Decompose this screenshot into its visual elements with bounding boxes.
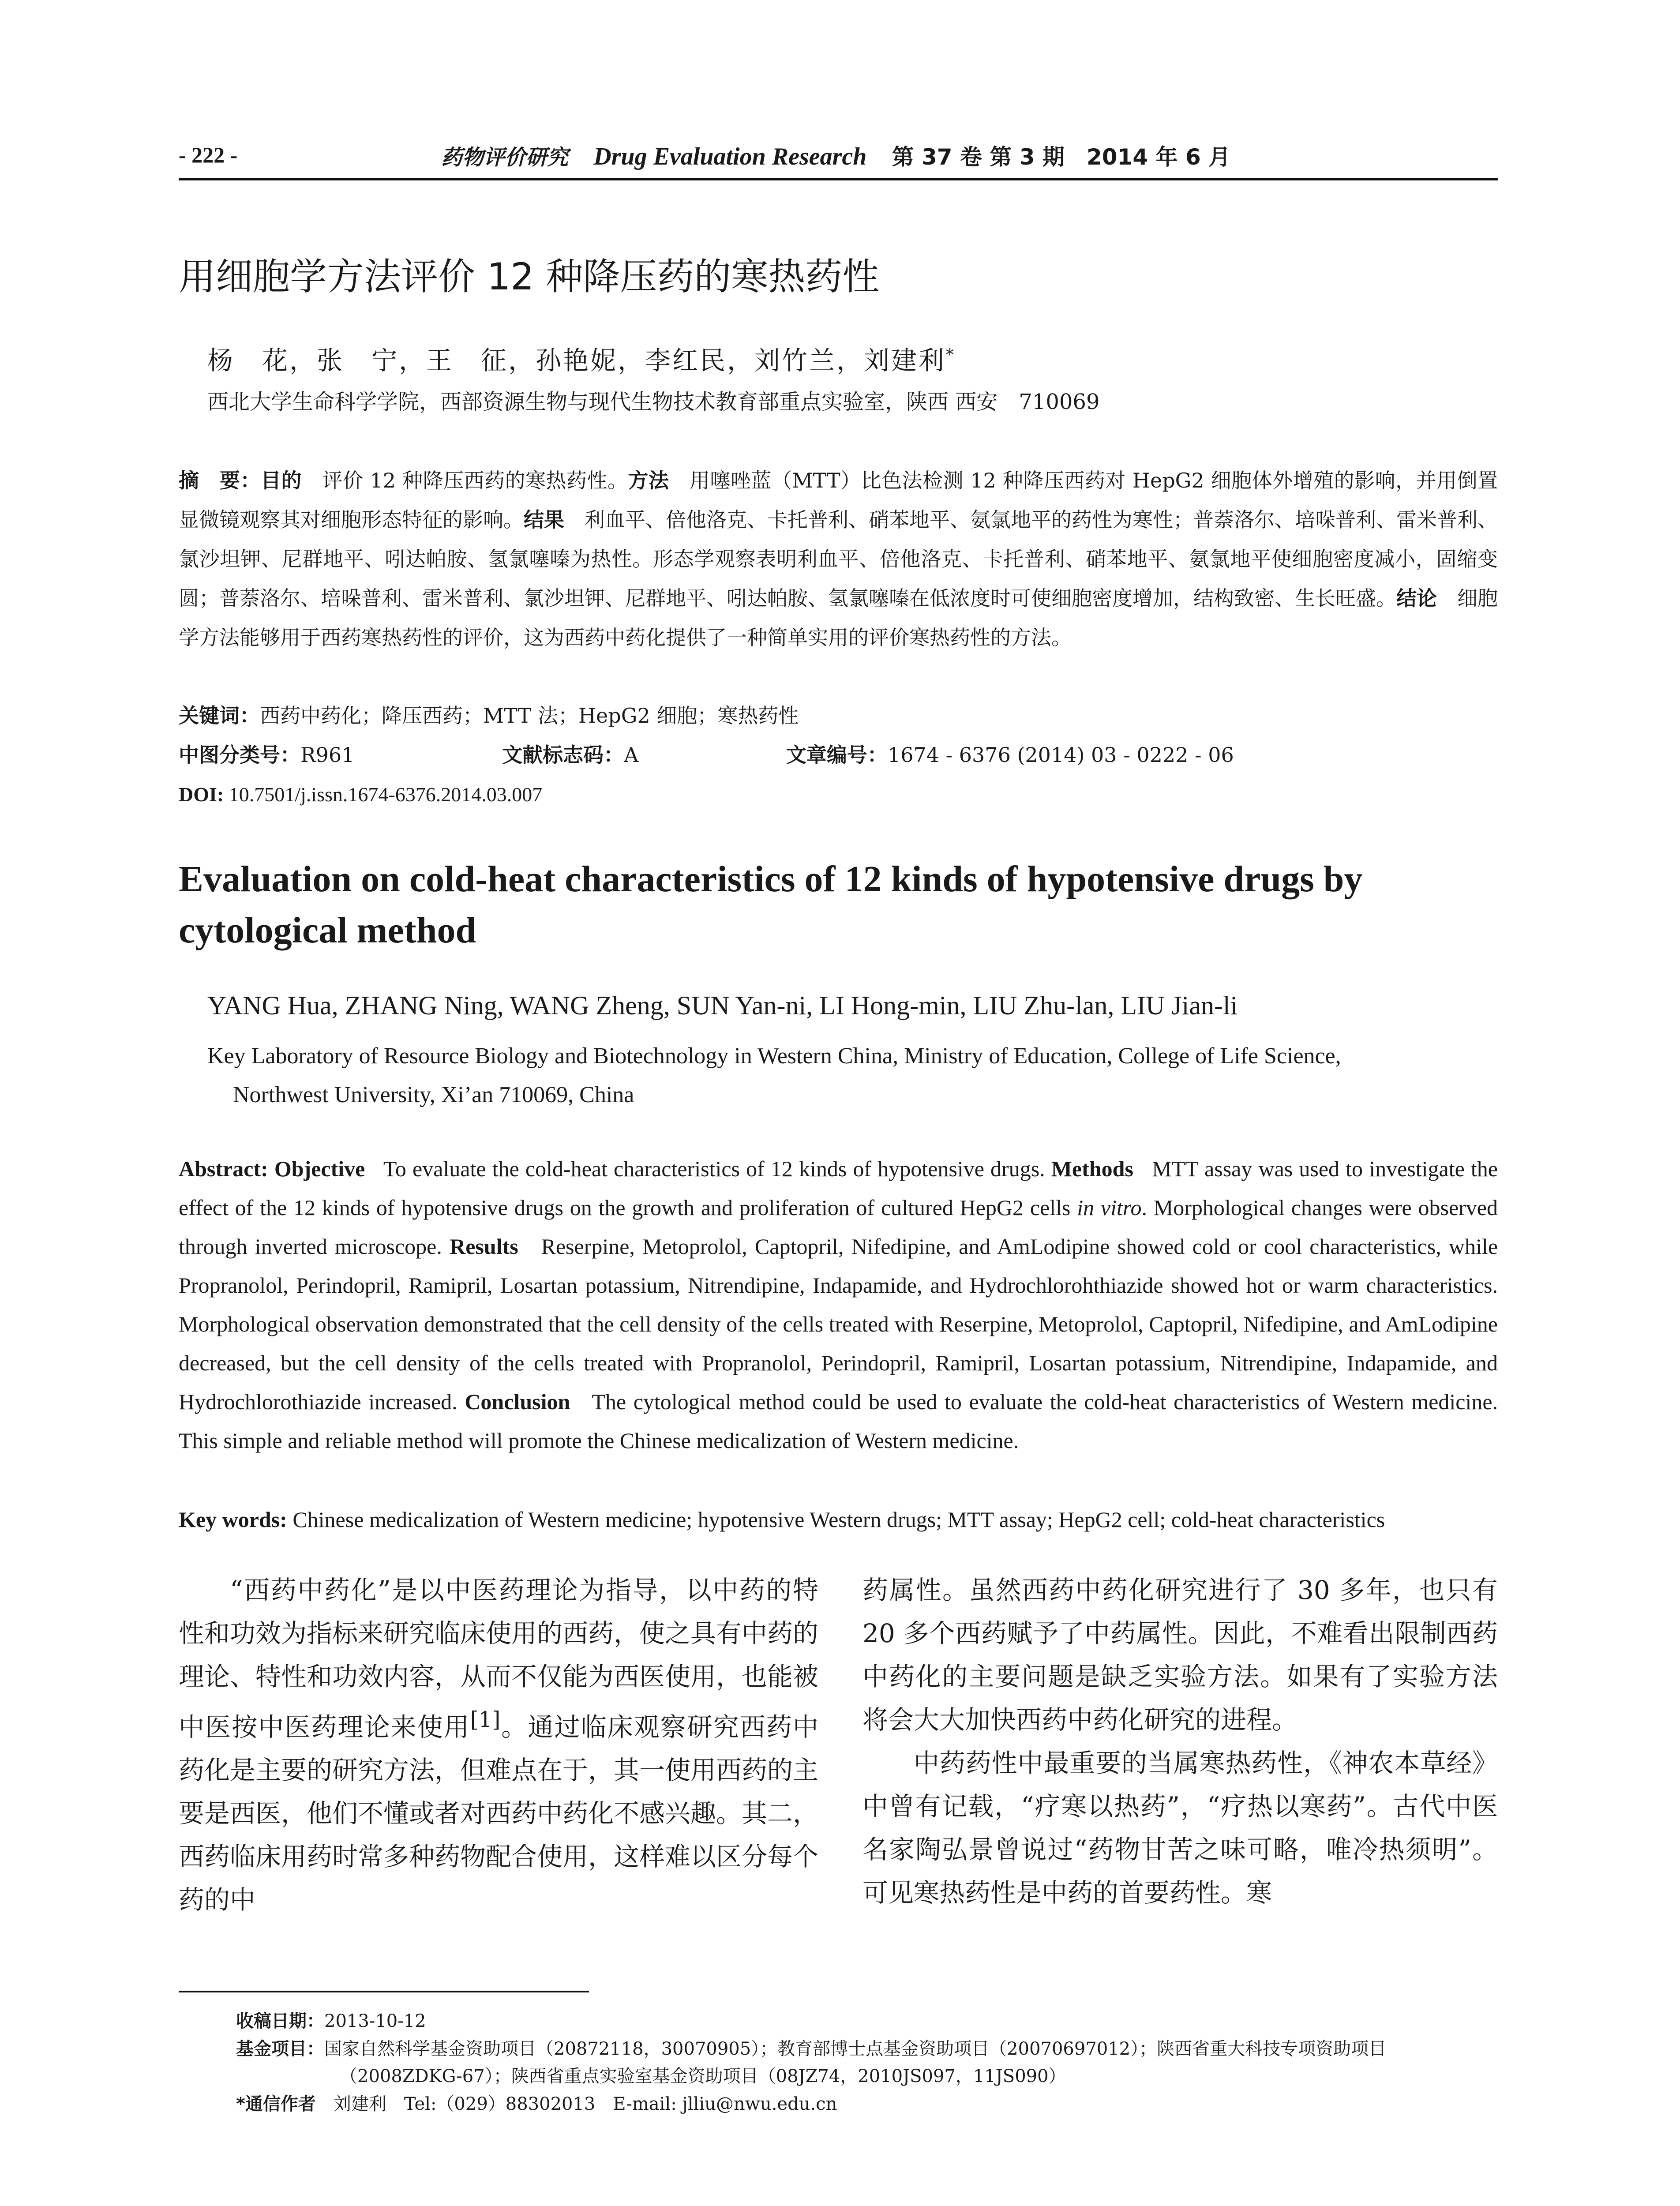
objective-label-cn: 目的	[260, 469, 302, 492]
running-header	[441, 139, 1412, 171]
abstract-en	[179, 1149, 1498, 1460]
body-paragraph: 中药药性中最重要的当属寒热药性，《神农本草经》中曾有记载，“疗寒以热药”，“疗热以寒药”。古代中医名家陶弘景曾说过“药物甘苦之味可略，唯冷热须明”。可见寒热药性是中药的首要药性。寒	[862, 1748, 1498, 1908]
footnote-received	[236, 2007, 426, 2035]
doi-line	[179, 775, 542, 814]
abstract-cn	[179, 461, 1498, 657]
clc-label: 中图分类号：	[179, 743, 300, 767]
keywords-text-en: Chinese medicalization of Western medicine; hypotensive Western drugs; MTT assay; HepG2 cell; cold-heat characteristics	[292, 1507, 1385, 1532]
classification-line	[179, 735, 1498, 775]
affiliation-cn: 西北大学生命科学学院，西部资源生物与现代生物技术教育部重点实验室，陕西 西安 710069	[207, 390, 1100, 414]
keywords-label-cn: 关键词：	[179, 704, 260, 728]
methods-en: MTT assay was used to investigate the effect of the 12 kinds of hypotensive drugs on the growth and proliferation of cultured HepG2 cells	[179, 1156, 1498, 1220]
received-date: 2013-10-12	[324, 2011, 426, 2031]
body-text: “西药中药化”是以中医药理论为指导，以中药的特性和功效为指标来研究临床使用的西药，使之具有中药的理论、特性和功效内容，从而不仅能为西医使用，也能被中医按中医药理论来使用	[179, 1575, 819, 1742]
body-column-right	[862, 1568, 1498, 1914]
citation-ref[interactable]: [1]	[470, 1707, 501, 1732]
doi-value[interactable]: 10.7501/j.issn.1674-6376.2014.03.007	[229, 783, 543, 806]
fund-line1: 国家自然科学基金资助项目（20872118，30070905）；教育部博士点基金资助项目（20070697012）；陕西省重大科技专项资助项目	[324, 2039, 1387, 2059]
journal-name: Drug Evaluation Research	[593, 143, 867, 170]
footnote-corresponding	[236, 2090, 837, 2118]
author-list-en: YANG Hua, ZHANG Ning, WANG Zheng, SUN Yan-ni, LI Hong-min, LIU Zhu-lan, LIU Jian-li	[207, 991, 1238, 1020]
issue-info: 第 37 卷 第 3 期 2014 年 6 月	[892, 144, 1231, 170]
body-paragraph	[179, 1568, 818, 1921]
doc-value: A	[624, 743, 639, 767]
objective-label-en: Objective	[274, 1156, 365, 1181]
keywords-cn	[179, 696, 1498, 735]
methods-tail-en: . Morphological changes were observed through inverted microscope.	[179, 1195, 1498, 1259]
affiliation-en-line1: Key Laboratory of Resource Biology and Biotechnology in Western China, Ministry of Education, College of Life Science,	[207, 1043, 1341, 1069]
authors-cn: 杨 花，张 宁，王 征，孙艳妮，李红民，刘竹兰，刘建利	[207, 345, 946, 375]
fund-label: 基金项目：	[236, 2039, 324, 2059]
corr-label: *通信作者	[236, 2094, 316, 2114]
results-en: Reserpine, Metoprolol, Captopril, Nifedipine, and AmLodipine showed cold or cool characteristics, while Propranolol, Perindopril, Ramipril, Losartan potassium, Nitrendipine, Indapamide, and Hydrochlorohthiazide showed hot or warm characteristics. Morphological observation demonstrated that the cell density of the cells treated with Reserpine, Metoprolol, Captopril, Nifedipine, and AmLodipine decreased, but the cell density of the cells treated with Propranolol, Perindopril, Ramipril, Losartan potassium, Nitrendipine, Indapamide, and Hydrochlorothiazide increased.	[179, 1234, 1498, 1414]
corresponding-mark: *	[946, 346, 956, 364]
document-code	[502, 743, 709, 767]
abstract-label-en: Abstract:	[179, 1156, 268, 1181]
article-number	[786, 743, 1305, 767]
affiliation-en	[207, 1037, 1498, 1114]
clc-number	[179, 743, 425, 767]
article-value: 1674 - 6376 (2014) 03 - 0222 - 06	[887, 743, 1234, 767]
body-paragraph: 药属性。虽然西药中药化研究进行了 30 多年，也只有 20 多个西药赋予了中药属性。因此，不难看出限制西药中药化的主要问题是缺乏实验方法。如果有了实验方法将会大大加快西药中药化研究的进程。	[862, 1575, 1498, 1735]
keywords-label-en: Key words:	[179, 1507, 287, 1532]
body-column-left	[179, 1568, 818, 1921]
results-cn: 利血平、倍他洛克、卡托普利、硝苯地平、氨氯地平的药性为寒性；普萘洛尔、培哚普利、雷米普利、氯沙坦钾、尼群地平、吲达帕胺、氢氯噻嗪为热性。形态学观察表明利血平、倍他洛克、卡托普利、硝苯地平、氨氯地平使细胞密度减小，固缩变圆；普萘洛尔、培哚普利、雷米普利、氯沙坦钾、尼群地平、吲达帕胺、氢氯噻嗪在低浓度时可使细胞密度增加，结构致密、生长旺盛。	[179, 508, 1498, 610]
corr-info: 刘建利 Tel:（029）88302013 E-mail: jlliu@nwu.edu.cn	[333, 2094, 837, 2114]
received-label: 收稿日期：	[236, 2011, 324, 2031]
objective-en: To evaluate the cold-heat characteristics of 12 kinds of hypotensive drugs.	[383, 1156, 1045, 1181]
methods-label-cn: 方法	[628, 469, 669, 492]
article-label: 文章编号：	[786, 743, 888, 767]
author-list-cn	[207, 340, 956, 377]
methods-label-en: Methods	[1051, 1156, 1133, 1181]
clc-value: R961	[300, 743, 355, 767]
doi-label: DOI:	[179, 783, 224, 806]
conclusion-label-en: Conclusion	[465, 1389, 570, 1414]
journal-logo-cn: 药物评价研究	[441, 145, 569, 170]
methods-cn: 用噻唑蓝（MTT）比色法检测 12 种降压西药对 HepG2 细胞体外增殖的影响，并用倒置显微镜观察其对细胞形态特征的影响。	[179, 469, 1498, 532]
footnote-rule	[179, 1991, 589, 1992]
keywords-text-cn: 西药中药化；降压西药；MTT 法；HepG2 细胞；寒热药性	[260, 704, 799, 728]
page-number: - 222 -	[179, 143, 238, 167]
methods-italic-en: in vitro	[1077, 1195, 1142, 1220]
keywords-en	[179, 1500, 1498, 1539]
fund-line2: （2008ZDKG-67）；陕西省重点实验室基金资助项目（08JZ74，2010JS097，11JS090）	[340, 2066, 1066, 2086]
doc-label: 文献标志码：	[502, 743, 624, 767]
paper-title-cn: 用细胞学方法评价 12 种降压药的寒热药性	[179, 255, 880, 298]
header-rule	[179, 178, 1498, 180]
paper-title-en: Evaluation on cold-heat characteristics of 12 kinds of hypotensive drugs by cytological method	[179, 859, 1363, 951]
conclusion-label-cn: 结论	[1396, 586, 1437, 610]
conclusion-cn: 细胞学方法能够用于西药寒热药性的评价，这为西药中药化提供了一种简单实用的评价寒热药性的方法。	[179, 586, 1498, 649]
affiliation-en-line2: Northwest University, Xi’an 710069, China	[233, 1082, 634, 1107]
objective-cn: 评价 12 种降压西药的寒热药性。	[322, 469, 628, 492]
abstract-label-cn: 摘 要：	[179, 469, 261, 492]
body-text: 。通过临床观察研究西药中药化是主要的研究方法，但难点在于，其一使用西药的主要是西医，他们不懂或者对西药中药化不感兴趣。其二，西药临床用药时常多种药物配合使用，这样难以区分每个药的中	[179, 1712, 819, 1915]
conclusion-en: The cytological method could be used to evaluate the cold-heat characteristics of Western medicine. This simple and reliable method will promote the Chinese medicalization of Western medicine.	[179, 1389, 1498, 1453]
results-label-cn: 结果	[524, 508, 564, 532]
results-label-en: Results	[450, 1234, 518, 1259]
footnote-funding	[236, 2035, 1498, 2090]
